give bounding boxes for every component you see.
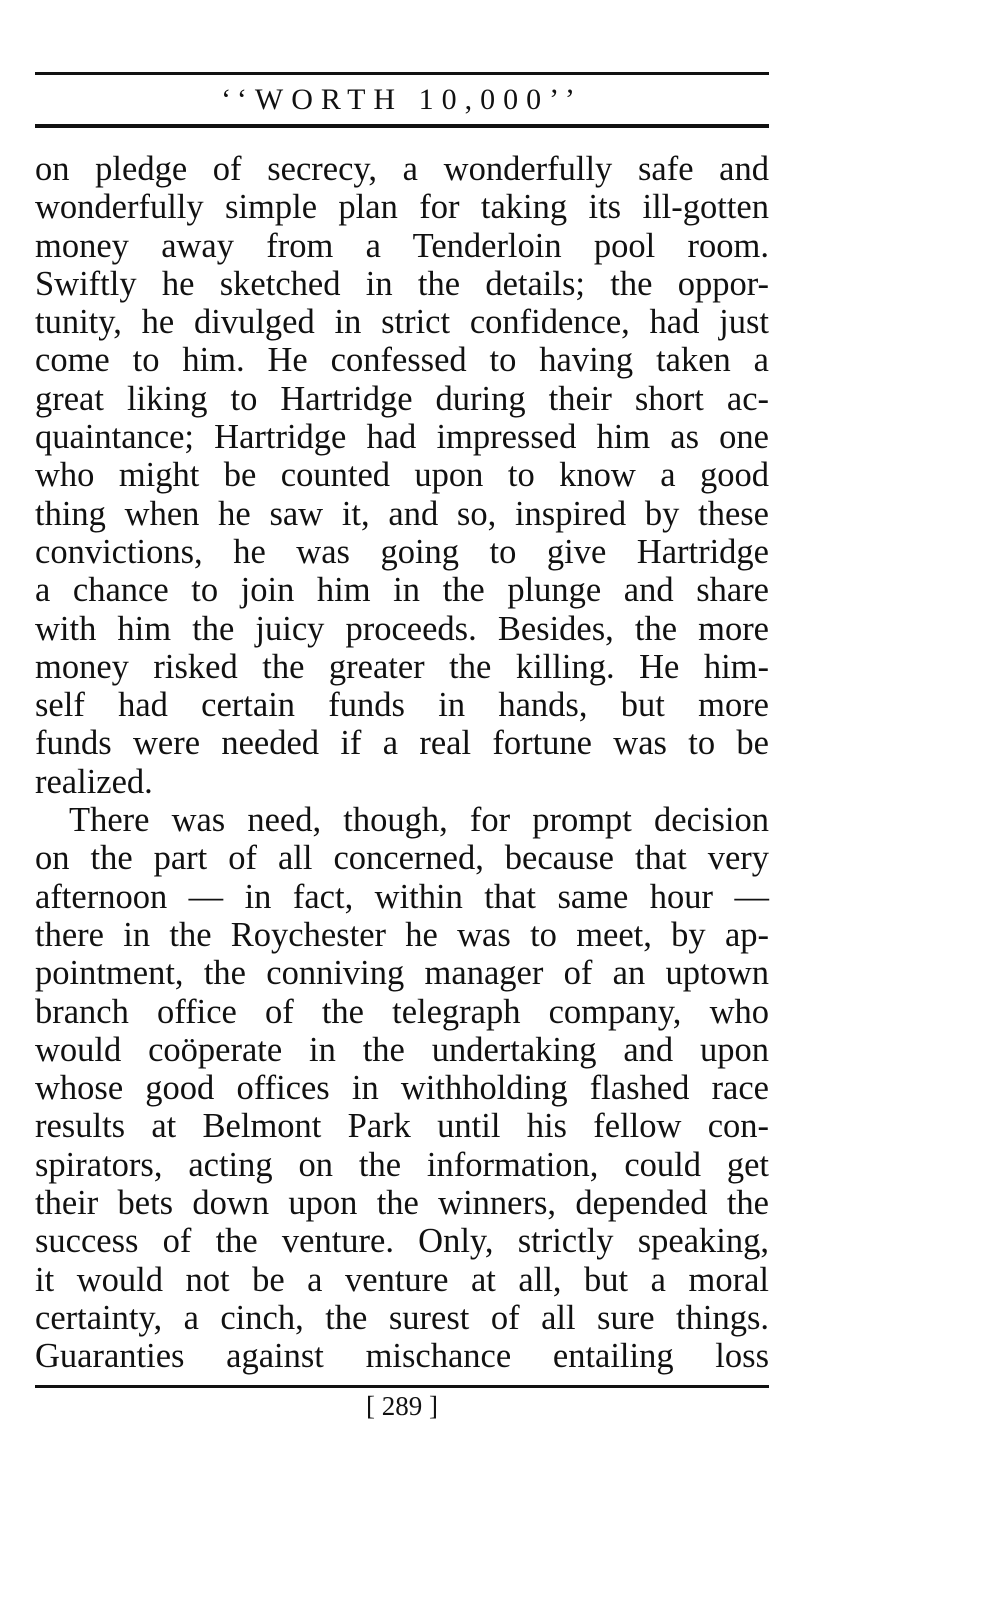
text-line: Guaranties against mischance entailing loss [35,1337,769,1376]
text-line: wonderfully simple plan for taking its ill-gotten [35,188,769,227]
text-line: afternoon — in fact, within that same hour — [35,877,769,916]
footer-rule [35,1385,769,1388]
text-line: who might be counted upon to know a good [35,456,769,495]
text-line: their bets down upon the winners, depended the [35,1184,769,1223]
text-line: on the part of all concerned, because that very [35,839,769,878]
text-line: money away from a Tenderloin pool room. [35,226,769,265]
text-line: it would not be a venture at all, but a moral [35,1260,769,1299]
text-line: thing when he saw it, and so, inspired by these [35,494,769,533]
text-line: success of the venture. Only, strictly speaking, [35,1222,769,1261]
text-line: pointment, the conniving manager of an uptown [35,954,769,993]
text-line: Swiftly he sketched in the details; the oppor- [35,264,769,303]
text-line: results at Belmont Park until his fellow con- [35,1107,769,1146]
text-line: there in the Roychester he was to meet, by ap- [35,915,769,954]
body-text [35,150,769,1376]
text-line: would coöperate in the undertaking and upon [35,1030,769,1069]
text-line: certainty, a cinch, the surest of all sure things. [35,1298,769,1337]
text-line: There was need, though, for prompt decision [69,801,769,840]
text-line: branch office of the telegraph company, who [35,992,769,1031]
text-line: convictions, he was going to give Hartridge [35,532,769,571]
text-line: realized. [35,762,153,801]
text-line: self had certain funds in hands, but more [35,686,769,725]
text-line: come to him. He confessed to having taken a [35,341,769,380]
header-rule-top [35,72,769,75]
text-line: on pledge of secrecy, a wonderfully safe and [35,150,769,188]
text-line: quaintance; Hartridge had impressed him as one [35,418,769,457]
text-line: a chance to join him in the plunge and share [35,571,769,610]
text-line: with him the juicy proceeds. Besides, the more [35,609,769,648]
paragraph-1 [35,150,769,801]
text-line: funds were needed if a real fortune was to be [35,724,769,763]
text-line: great liking to Hartridge during their short ac- [35,379,769,418]
paragraph-2 [35,801,769,1375]
running-head: ‘‘WORTH 10,000’’ [221,83,583,116]
text-line: tunity, he divulged in strict confidence, had just [35,303,769,342]
text-line: money risked the greater the killing. He him- [35,647,769,686]
text-line: spirators, acting on the information, could get [35,1145,769,1184]
page-number: [ 289 ] [366,1391,438,1421]
header-rule-bottom [35,124,769,128]
text-line: whose good offices in withholding flashed race [35,1069,769,1108]
